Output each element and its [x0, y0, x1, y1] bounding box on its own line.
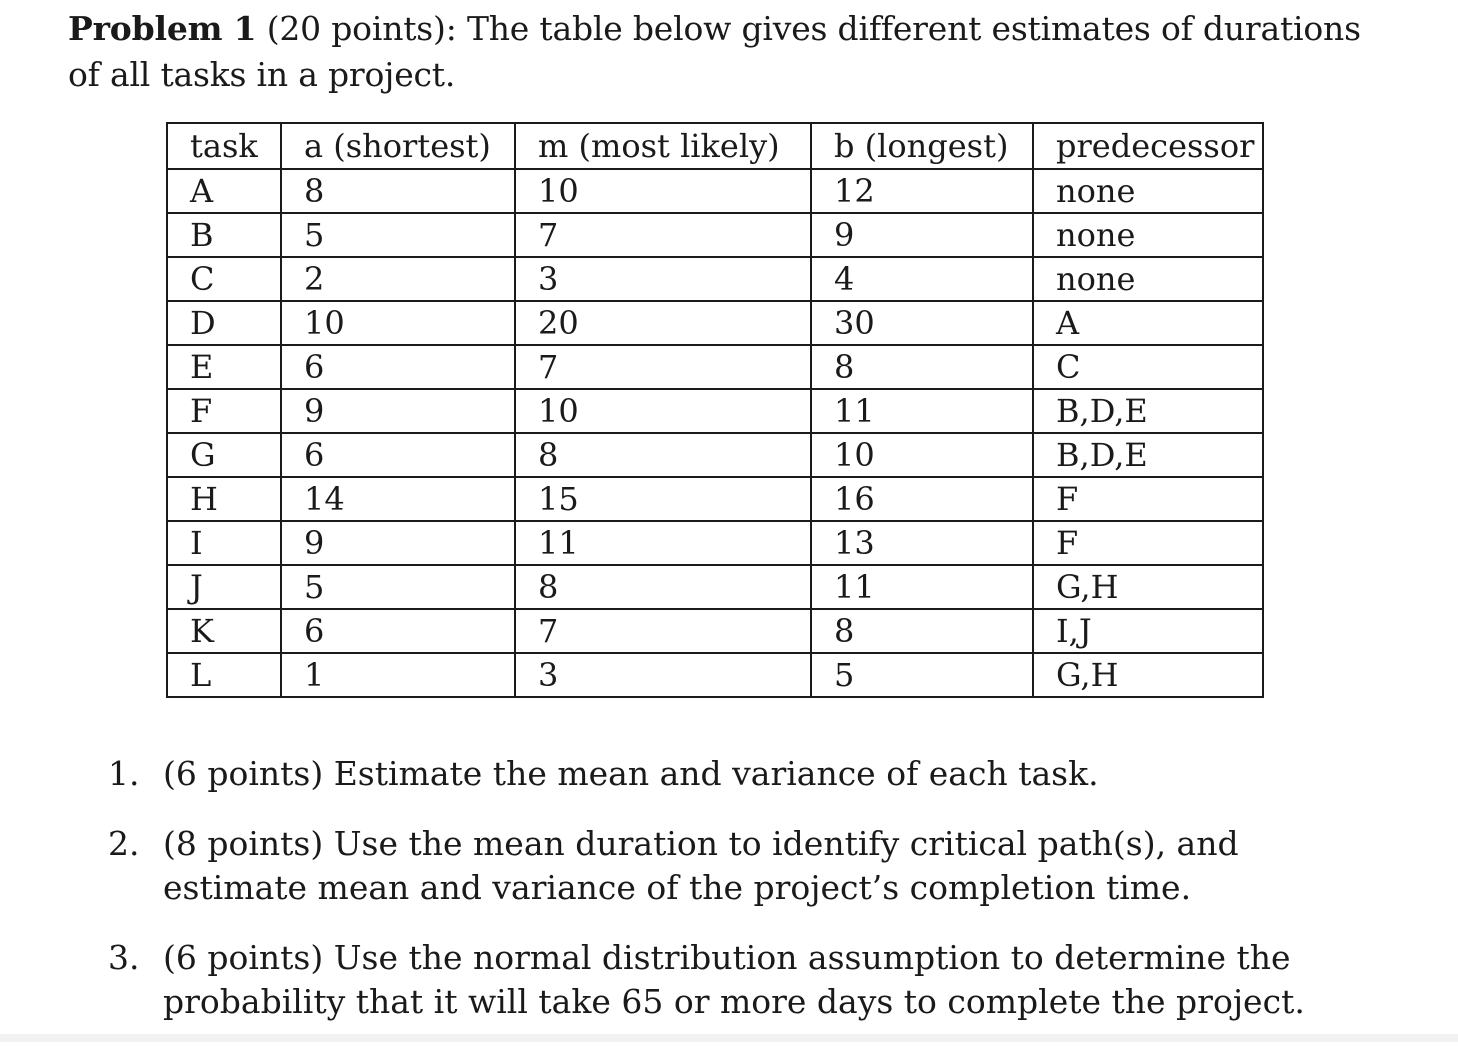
question-text: (8 points) Use the mean duration to identify critical path(s), and estimate mean and variance of the project’s completion time.	[163, 824, 1239, 907]
predecessor-cell: B,D,E	[1033, 389, 1263, 433]
predecessor-cell: none	[1033, 213, 1263, 257]
shortest-cell: 2	[281, 257, 515, 301]
shortest-cell: 14	[281, 477, 515, 521]
longest-cell: 13	[811, 521, 1033, 565]
most-likely-cell: 10	[515, 169, 811, 213]
question-number: 2.	[108, 824, 140, 863]
most-likely-cell: 20	[515, 301, 811, 345]
predecessor-cell: B,D,E	[1033, 433, 1263, 477]
most-likely-cell: 7	[515, 213, 811, 257]
most-likely-cell: 7	[515, 609, 811, 653]
most-likely-cell: 8	[515, 565, 811, 609]
predecessor-cell: F	[1033, 477, 1263, 521]
question-item	[108, 822, 1368, 910]
most-likely-cell: 8	[515, 433, 811, 477]
question-list	[108, 752, 1368, 1050]
shortest-cell: 9	[281, 389, 515, 433]
question-item	[108, 752, 1368, 796]
question-text: (6 points) Use the normal distribution assumption to determine the probability that it will take 65 or more days to complete the project.	[163, 938, 1305, 1021]
predecessor-cell: none	[1033, 169, 1263, 213]
table-header-row	[167, 123, 1263, 169]
table-body	[167, 169, 1263, 697]
most-likely-cell: 7	[515, 345, 811, 389]
shortest-cell: 6	[281, 609, 515, 653]
longest-cell: 11	[811, 565, 1033, 609]
task-cell: F	[167, 389, 281, 433]
question-text: (6 points) Estimate the mean and variance of each task.	[163, 754, 1099, 793]
shortest-cell: 6	[281, 345, 515, 389]
table-row	[167, 653, 1263, 697]
most-likely-cell: 10	[515, 389, 811, 433]
shortest-cell: 5	[281, 565, 515, 609]
shortest-cell: 10	[281, 301, 515, 345]
task-cell: L	[167, 653, 281, 697]
task-cell: K	[167, 609, 281, 653]
table-row	[167, 301, 1263, 345]
most-likely-cell: 11	[515, 521, 811, 565]
table-row	[167, 257, 1263, 301]
predecessor-cell: G,H	[1033, 653, 1263, 697]
task-duration-table	[166, 122, 1264, 698]
table-row	[167, 389, 1263, 433]
longest-cell: 5	[811, 653, 1033, 697]
task-cell: G	[167, 433, 281, 477]
longest-cell: 12	[811, 169, 1033, 213]
predecessor-cell: F	[1033, 521, 1263, 565]
task-cell: B	[167, 213, 281, 257]
longest-cell: 9	[811, 213, 1033, 257]
table-row	[167, 213, 1263, 257]
task-cell: J	[167, 565, 281, 609]
header-shortest: a (shortest)	[281, 123, 515, 169]
table-row	[167, 169, 1263, 213]
header-task: task	[167, 123, 281, 169]
page-bottom-edge	[0, 1034, 1458, 1042]
task-cell: C	[167, 257, 281, 301]
task-cell: E	[167, 345, 281, 389]
question-number: 1.	[108, 754, 140, 793]
shortest-cell: 8	[281, 169, 515, 213]
most-likely-cell: 3	[515, 653, 811, 697]
table-row	[167, 609, 1263, 653]
longest-cell: 11	[811, 389, 1033, 433]
shortest-cell: 5	[281, 213, 515, 257]
predecessor-cell: C	[1033, 345, 1263, 389]
header-longest: b (longest)	[811, 123, 1033, 169]
most-likely-cell: 3	[515, 257, 811, 301]
predecessor-cell: none	[1033, 257, 1263, 301]
longest-cell: 8	[811, 345, 1033, 389]
longest-cell: 16	[811, 477, 1033, 521]
longest-cell: 10	[811, 433, 1033, 477]
shortest-cell: 6	[281, 433, 515, 477]
most-likely-cell: 15	[515, 477, 811, 521]
problem-label: Problem 1	[68, 9, 257, 48]
longest-cell: 4	[811, 257, 1033, 301]
problem-points: (20 points):	[266, 9, 457, 48]
predecessor-cell: G,H	[1033, 565, 1263, 609]
longest-cell: 30	[811, 301, 1033, 345]
question-item	[108, 936, 1368, 1024]
shortest-cell: 1	[281, 653, 515, 697]
predecessor-cell: A	[1033, 301, 1263, 345]
problem-intro: The table below gives different estimates of durations of all tasks in a project.	[68, 9, 1361, 94]
header-predecessor: predecessor	[1033, 123, 1263, 169]
predecessor-cell: I,J	[1033, 609, 1263, 653]
task-cell: A	[167, 169, 281, 213]
question-number: 3.	[108, 938, 140, 977]
table-row	[167, 565, 1263, 609]
table-row	[167, 433, 1263, 477]
task-cell: H	[167, 477, 281, 521]
shortest-cell: 9	[281, 521, 515, 565]
table-row	[167, 345, 1263, 389]
task-cell: I	[167, 521, 281, 565]
task-cell: D	[167, 301, 281, 345]
table-row	[167, 477, 1263, 521]
longest-cell: 8	[811, 609, 1033, 653]
problem-statement	[68, 6, 1378, 98]
table-row	[167, 521, 1263, 565]
header-most-likely: m (most likely)	[515, 123, 811, 169]
